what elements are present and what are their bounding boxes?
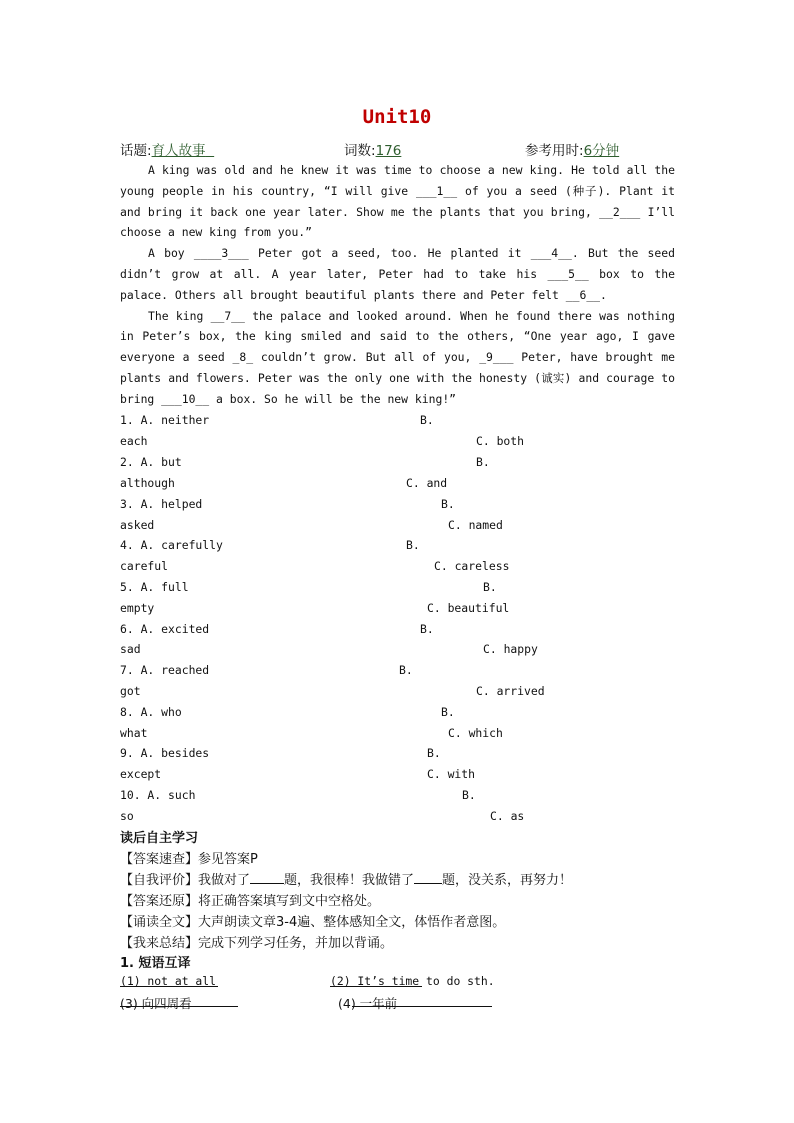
- reading-passage: [120, 160, 675, 410]
- study-text: 将正确答案填写到文中空格处。: [198, 894, 381, 909]
- option-b-label: B.: [420, 413, 434, 427]
- phrase-line: (3) 向四周看 (4) 一年前: [120, 994, 680, 1014]
- option-b-text: sad: [120, 642, 141, 656]
- passage-paragraph: A boy ____3___ Peter got a seed, too. He planted it ___4__. But the seed didn’t grow at all. A year later, Peter had to take his ___5__ box to the palace. Others all brought beautiful plants there and Peter felt __6__.: [120, 246, 675, 302]
- option-b-text: asked: [120, 518, 155, 532]
- option-b-text: except: [120, 767, 162, 781]
- option-line: [120, 518, 680, 538]
- option-line: [120, 601, 680, 621]
- study-item: [120, 890, 380, 909]
- option-b-label: B.: [476, 455, 490, 469]
- time-value: 6分钟: [583, 143, 620, 159]
- option-b-label: B.: [483, 580, 497, 594]
- option-a: 2. A. but: [120, 455, 182, 469]
- option-b-label: B.: [399, 663, 413, 677]
- option-b-label: B.: [406, 538, 420, 552]
- option-b-label: B.: [462, 788, 476, 802]
- time-label: 参考用时:: [525, 143, 584, 159]
- option-a: 3. A. helped: [120, 497, 203, 511]
- option-a: 9. A. besides: [120, 746, 210, 760]
- topic-value: 育人故事: [151, 143, 206, 159]
- option-a: 7. A. reached: [120, 663, 210, 677]
- study-text: 大声朗读文章3-4遍、整体感知全文，体悟作者意图。: [198, 915, 506, 930]
- study-tag: 【答案速查】: [120, 852, 199, 867]
- answer-blank[interactable]: [120, 994, 238, 1007]
- option-line: [120, 559, 680, 579]
- option-line: [120, 663, 680, 683]
- phrase-line: (1) not at all (2) It’s time to do sth.: [120, 974, 495, 988]
- answer-blank[interactable]: [352, 994, 492, 1007]
- option-c: C. arrived: [476, 684, 545, 698]
- option-b-text: got: [120, 684, 141, 698]
- option-b-text: what: [120, 726, 148, 740]
- option-line: [120, 684, 680, 704]
- study-heading: 读后自主学习: [120, 831, 199, 846]
- option-line: [120, 767, 680, 787]
- page-title: Unit10: [362, 106, 432, 128]
- option-line: [120, 455, 680, 475]
- passage-paragraph: The king __7__ the palace and looked around. When he found there was nothing in Peter’s box, the king smiled and said to the others, “One year ago, I gave everyone a seed _8_ couldn’t grow. But all of you, _9___ Peter, have brought me plants and flowers. Peter was the only one with the honesty (诚实) and courage to bring ___10__ a box. So he will be the new king!”: [120, 308, 675, 406]
- option-line: [120, 580, 680, 600]
- meta-row: [120, 139, 680, 159]
- passage-paragraph: A king was old and he knew it was time to choose a new king. He told all the young people in his country, “I will give ___1__ of you a seed (种子). Plant it and bring it back one year later. Show me the plants that you bring, __2___ I’ll choose a new king from you.”: [120, 163, 675, 240]
- option-a: 8. A. who: [120, 705, 182, 719]
- option-b-label: B.: [441, 705, 455, 719]
- option-c: C. both: [476, 434, 525, 448]
- answer-blank[interactable]: [330, 974, 422, 987]
- study-item: [120, 911, 505, 930]
- study-tag: 【答案还原】: [120, 894, 199, 909]
- option-line: [120, 642, 680, 662]
- option-line: [120, 538, 680, 558]
- option-line: [120, 788, 680, 808]
- option-c: C. which: [448, 726, 503, 740]
- option-a: 5. A. full: [120, 580, 189, 594]
- study-text: 完成下列学习任务，并加以背诵。: [198, 936, 394, 951]
- option-c: C. careless: [434, 559, 510, 573]
- option-line: [120, 434, 680, 454]
- answer-blank[interactable]: [120, 974, 218, 987]
- study-tag: 【我来总结】: [120, 936, 199, 951]
- option-c: C. beautiful: [427, 601, 510, 615]
- option-b-label: B.: [441, 497, 455, 511]
- study-text: 题，我很棒！我做错了: [284, 873, 415, 888]
- topic-info: [120, 139, 214, 159]
- study-tag: 【诵读全文】: [120, 915, 199, 930]
- study-tag: 【自我评价】: [120, 873, 199, 888]
- option-b-text: although: [120, 476, 175, 490]
- words-info: [344, 139, 401, 159]
- phrase-item: (4) 一年前: [338, 994, 352, 1008]
- topic-label: 话题:: [120, 143, 152, 159]
- study-text: 题，没关系，再努力！: [442, 873, 573, 888]
- option-line: [120, 726, 680, 746]
- option-c: C. with: [427, 767, 476, 781]
- option-b-label: B.: [420, 622, 434, 636]
- option-a: 10. A. such: [120, 788, 196, 802]
- option-a: 4. A. carefully: [120, 538, 223, 552]
- option-a: 6. A. excited: [120, 622, 210, 636]
- option-line: [120, 809, 680, 829]
- option-line: [120, 497, 680, 517]
- time-info: [525, 139, 619, 159]
- words-value: 176: [375, 143, 402, 159]
- option-line: [120, 476, 680, 496]
- option-c: C. happy: [483, 642, 538, 656]
- option-line: [120, 705, 680, 725]
- study-item: [120, 869, 572, 888]
- answer-blank[interactable]: [414, 871, 442, 884]
- option-c: C. named: [448, 518, 503, 532]
- option-b-text: careful: [120, 559, 169, 573]
- option-line: [120, 746, 680, 766]
- option-c: C. and: [406, 476, 448, 490]
- answer-blank[interactable]: [250, 871, 284, 884]
- sub-heading: 1. 短语互译: [120, 956, 191, 971]
- option-b-label: B.: [427, 746, 441, 760]
- option-b-text: so: [120, 809, 134, 823]
- study-text: 我做对了: [198, 873, 251, 888]
- option-b-text: empty: [120, 601, 155, 615]
- study-item: [120, 932, 393, 951]
- option-line: [120, 413, 680, 433]
- words-label: 词数:: [344, 143, 376, 159]
- option-line: [120, 622, 680, 642]
- study-text: 参见答案P: [198, 852, 258, 867]
- option-c: C. as: [490, 809, 525, 823]
- study-item: [120, 848, 258, 867]
- option-a: 1. A. neither: [120, 413, 210, 427]
- option-b-text: each: [120, 434, 148, 448]
